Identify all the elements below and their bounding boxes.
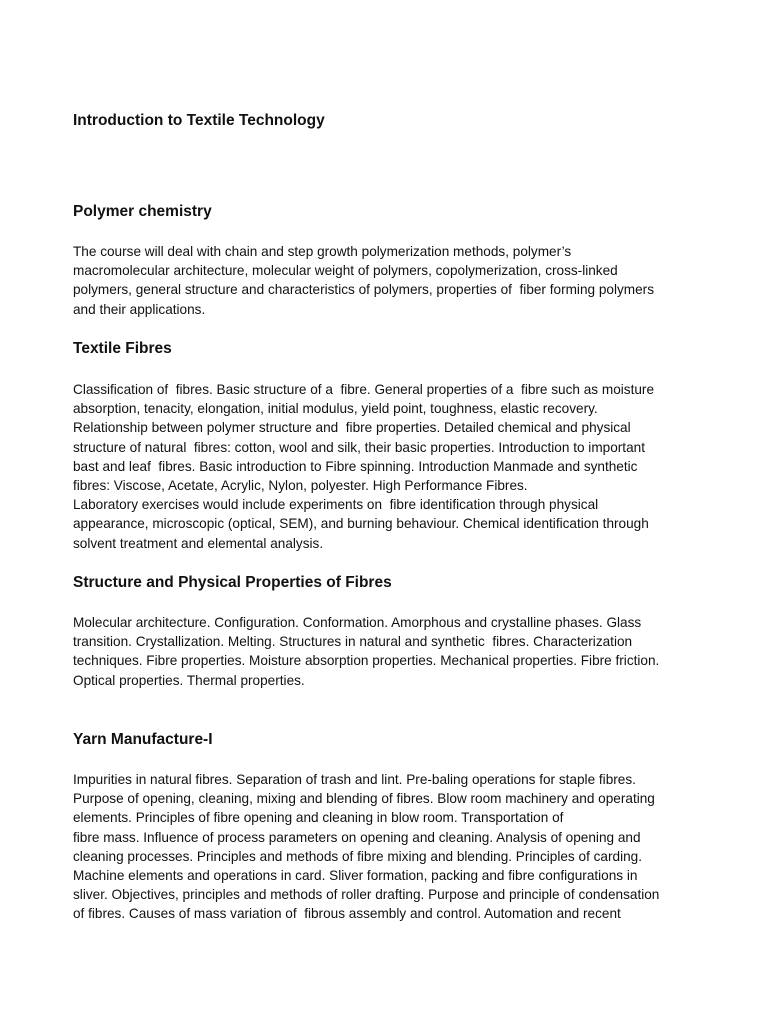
section-heading-yarn-manufacture: Yarn Manufacture-I — [73, 731, 213, 748]
body-line: Laboratory exercises would include experiments on fibre identification through physical — [73, 497, 599, 513]
body-line: fibres: Viscose, Acetate, Acrylic, Nylon, polyester. High Performance Fibres. — [73, 478, 528, 494]
body-line: macromolecular architecture, molecular weight of polymers, copolymerization, cross-linked — [73, 263, 618, 279]
body-line: sliver. Objectives, principles and methods of roller drafting. Purpose and principle of condensation — [73, 887, 660, 903]
body-line: elements. Principles of fibre opening and cleaning in blow room. Transportation of — [73, 810, 564, 826]
body-line: Machine elements and operations in card. Sliver formation, packing and fibre configurations in — [73, 868, 638, 884]
body-line: cleaning processes. Principles and methods of fibre mixing and blending. Principles of carding. — [73, 848, 642, 864]
section-body-textile-fibres — [73, 380, 654, 553]
body-line: solvent treatment and elemental analysis. — [73, 535, 324, 551]
body-line: The course will deal with chain and step growth polymerization methods, polymer’s — [73, 244, 572, 259]
body-line: Impurities in natural fibres. Separation of trash and lint. Pre-baling operations for staple fibres. — [73, 772, 636, 787]
body-line: Relationship between polymer structure and fibre properties. Detailed chemical and physical — [73, 420, 631, 436]
body-line: and their applications. — [73, 301, 206, 317]
body-line: techniques. Fibre properties. Moisture absorption properties. Mechanical properties. Fibre friction. — [73, 653, 660, 669]
section-heading-polymer-chemistry: Polymer chemistry — [73, 203, 212, 220]
body-line: bast and leaf fibres. Basic introduction to Fibre spinning. Introduction Manmade and synthetic — [73, 458, 638, 474]
section-body-polymer-chemistry — [73, 242, 654, 319]
section-body-yarn-manufacture — [73, 770, 659, 924]
body-line: of fibres. Causes of mass variation of fibrous assembly and control. Automation and recent — [73, 906, 621, 922]
body-line: structure of natural fibres: cotton, wool and silk, their basic properties. Introduction to important — [73, 439, 645, 455]
section-heading-structure-physical-properties: Structure and Physical Properties of Fibres — [73, 574, 392, 591]
body-line: Classification of fibres. Basic structure of a fibre. General properties of a fibre such as moisture — [73, 382, 655, 397]
section-heading-textile-fibres: Textile Fibres — [73, 340, 172, 357]
section-body-structure-physical-properties — [73, 613, 659, 690]
document-title: Introduction to Textile Technology — [73, 112, 325, 129]
body-line: polymers, general structure and characteristics of polymers, properties of fiber forming polymers — [73, 282, 654, 298]
body-line: Molecular architecture. Configuration. Conformation. Amorphous and crystalline phases. Glass — [73, 615, 642, 630]
body-line: absorption, tenacity, elongation, initial modulus, yield point, toughness, elastic recovery. — [73, 401, 598, 417]
body-line: fibre mass. Influence of process parameters on opening and cleaning. Analysis of opening and — [73, 829, 641, 845]
body-line: Purpose of opening, cleaning, mixing and blending of fibres. Blow room machinery and operating — [73, 791, 655, 807]
body-line: appearance, microscopic (optical, SEM), and burning behaviour. Chemical identification through — [73, 516, 649, 532]
body-line: Optical properties. Thermal properties. — [73, 672, 305, 688]
body-line: transition. Crystallization. Melting. Structures in natural and synthetic fibres. Characterization — [73, 634, 633, 650]
